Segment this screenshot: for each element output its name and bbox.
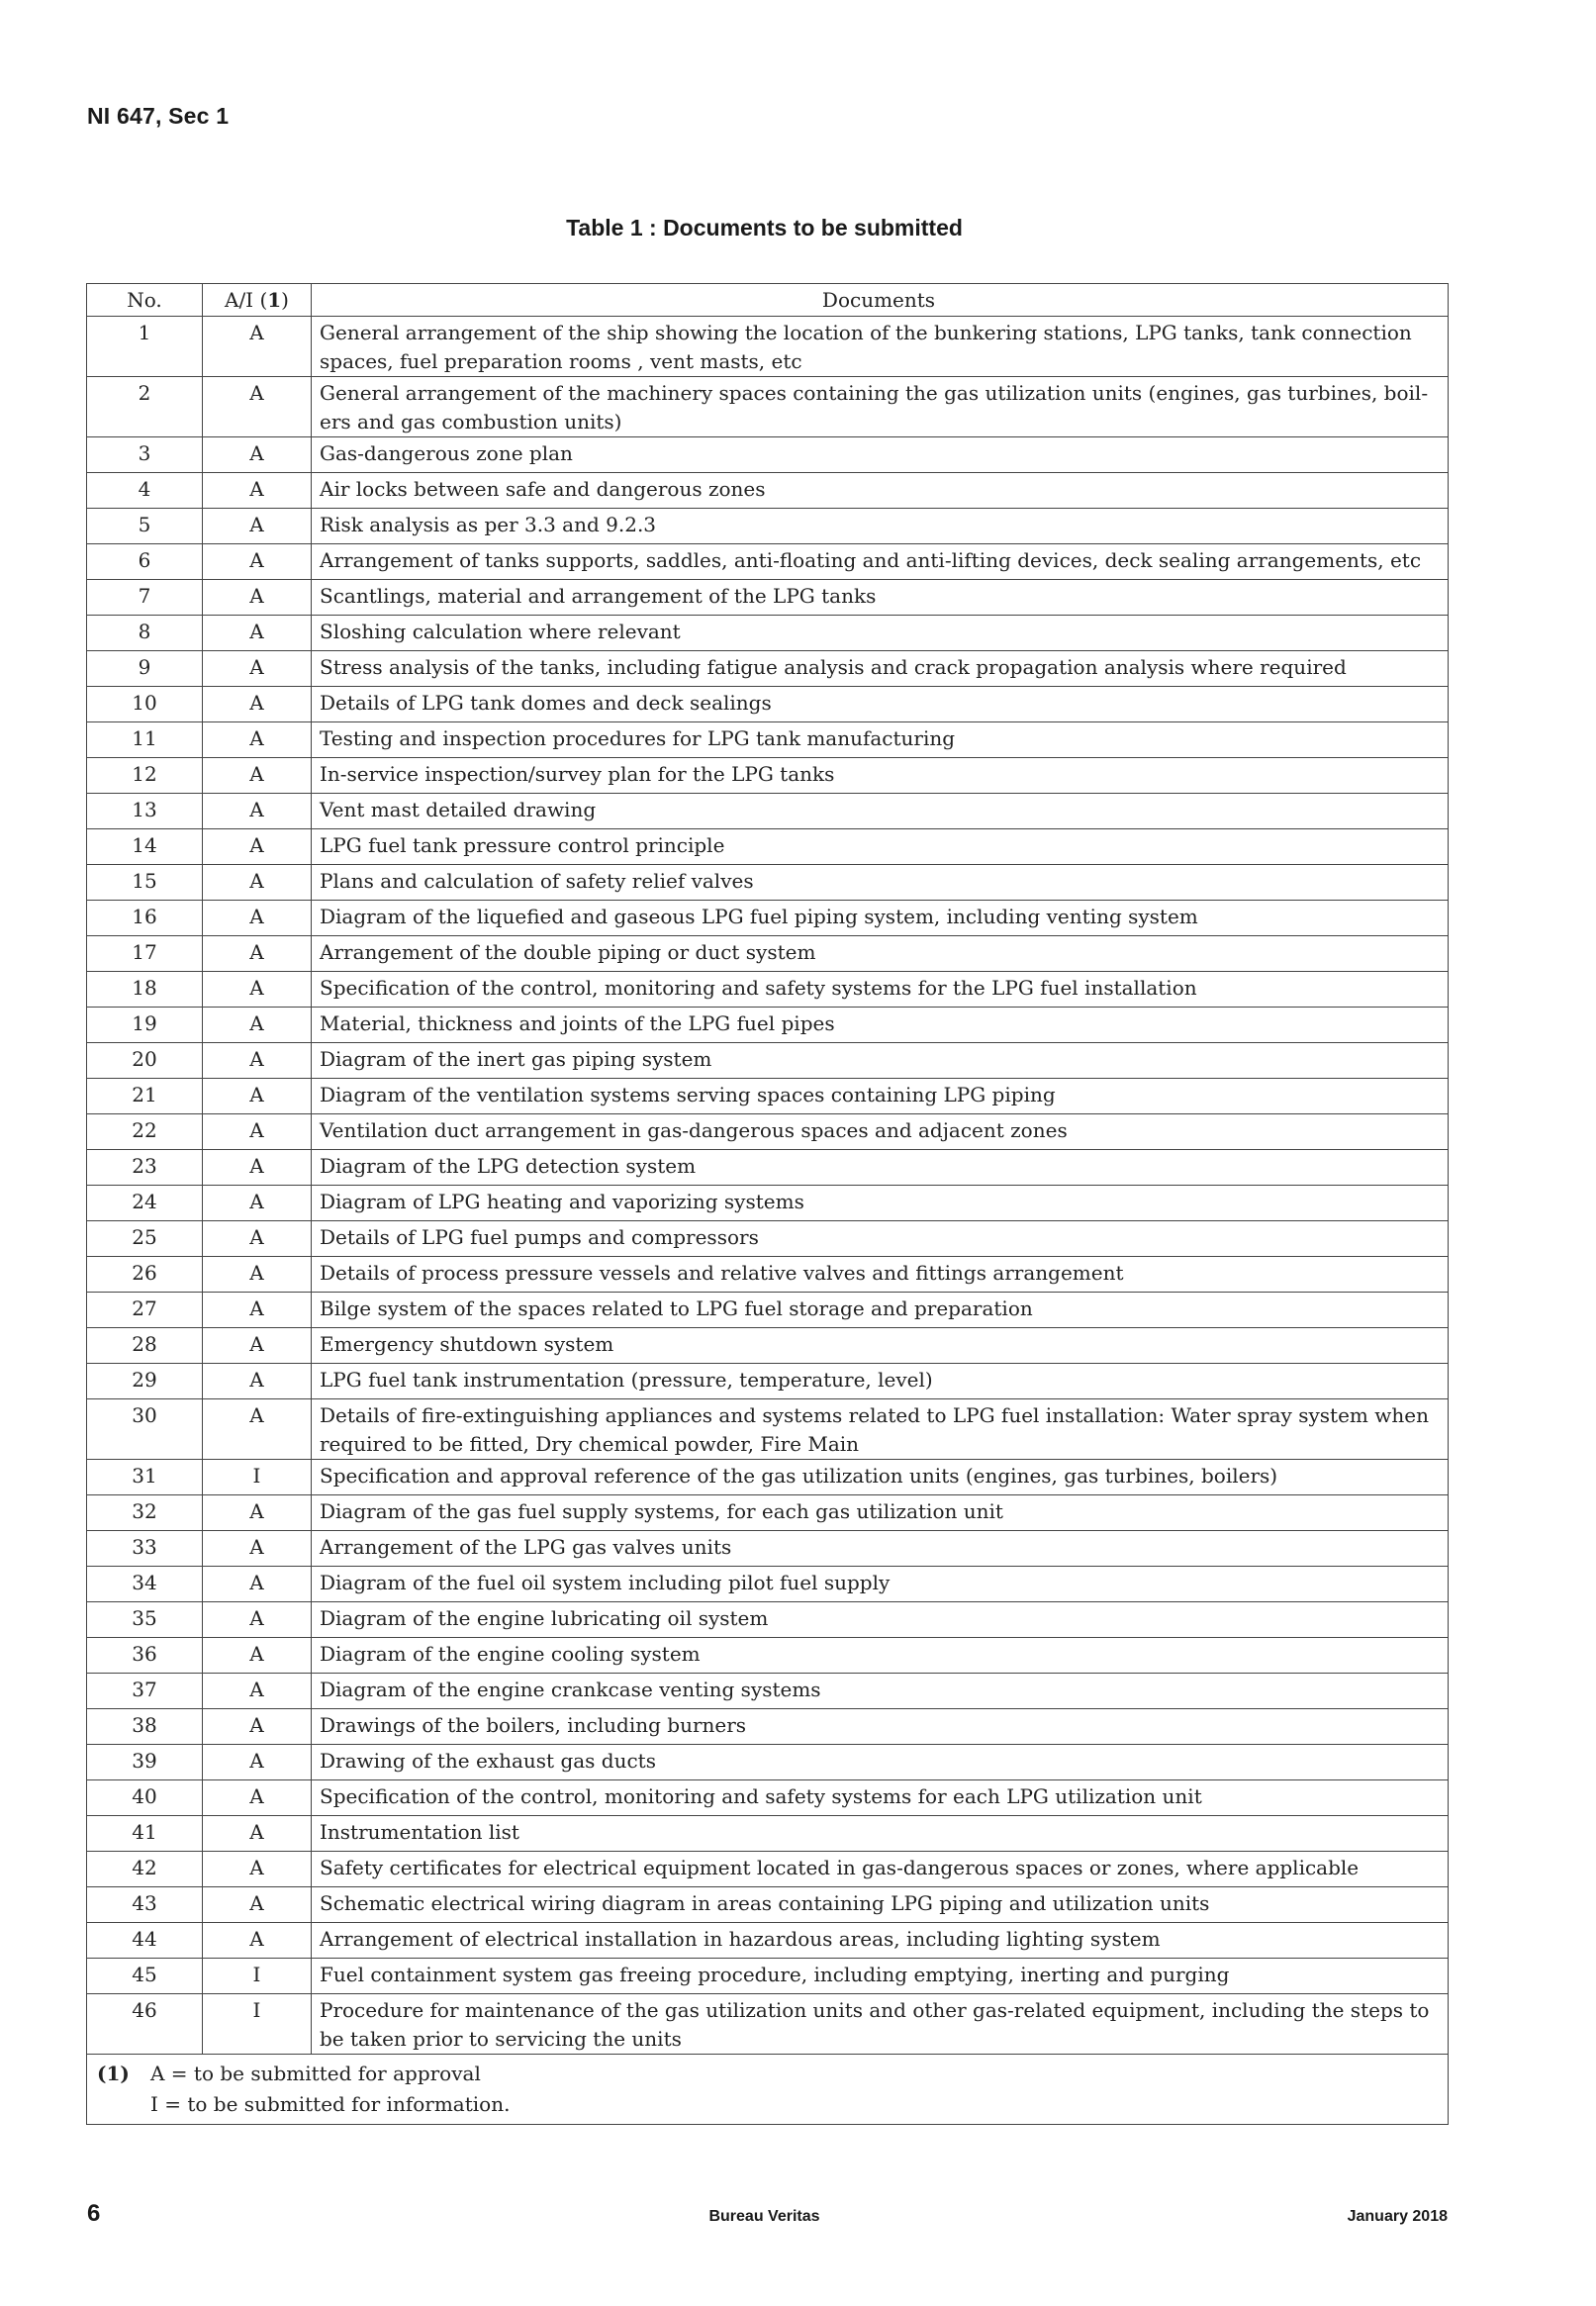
row-number-cell: 18 [87, 972, 203, 1008]
row-number-cell: 33 [87, 1531, 203, 1567]
row-ai-cell: A [203, 901, 312, 936]
row-number-cell: 5 [87, 509, 203, 544]
table-header-row [87, 284, 1449, 317]
row-document-cell: Drawing of the exhaust gas ducts [312, 1745, 1449, 1780]
row-number-cell: 32 [87, 1495, 203, 1531]
row-document-cell: Arrangement of the LPG gas valves units [312, 1531, 1449, 1567]
table-body [87, 317, 1449, 2055]
row-document-cell: Arrangement of tanks supports, saddles, anti-floating and anti-lifting devices, deck sealing arrangements, etc [312, 544, 1449, 580]
row-number-cell: 4 [87, 473, 203, 509]
row-ai-cell: A [203, 1079, 312, 1114]
row-document-cell: Ventilation duct arrangement in gas-dangerous spaces and adjacent zones [312, 1114, 1449, 1150]
table-row [87, 758, 1449, 794]
row-document-cell: Procedure for maintenance of the gas utilization units and other gas-related equipment, including the steps to be taken prior to servicing the units [312, 1994, 1449, 2055]
row-document-cell: Diagram of the liquefied and gaseous LPG fuel piping system, including venting system [312, 901, 1449, 936]
row-ai-cell: A [203, 317, 312, 377]
table-row [87, 616, 1449, 651]
row-document-cell: Specification of the control, monitoring and safety systems for the LPG fuel installation [312, 972, 1449, 1008]
row-ai-cell: A [203, 972, 312, 1008]
row-ai-cell: A [203, 1780, 312, 1816]
table-row [87, 1328, 1449, 1364]
row-number-cell: 15 [87, 865, 203, 901]
row-number-cell: 44 [87, 1923, 203, 1959]
table-row [87, 580, 1449, 616]
row-document-cell: Instrumentation list [312, 1816, 1449, 1852]
row-number-cell: 23 [87, 1150, 203, 1186]
row-number-cell: 29 [87, 1364, 203, 1399]
row-number-cell: 35 [87, 1602, 203, 1638]
table-row [87, 1460, 1449, 1495]
table-row [87, 1852, 1449, 1887]
publisher-name: Bureau Veritas [708, 2208, 820, 2225]
row-ai-cell: A [203, 936, 312, 972]
row-ai-cell: A [203, 794, 312, 829]
row-number-cell: 46 [87, 1994, 203, 2055]
table-row [87, 865, 1449, 901]
column-header-ai-suffix: ) [281, 288, 289, 312]
row-ai-cell: I [203, 1460, 312, 1495]
row-document-cell: Diagram of the fuel oil system including pilot fuel supply [312, 1567, 1449, 1602]
row-document-cell: Risk analysis as per 3.3 and 9.2.3 [312, 509, 1449, 544]
row-number-cell: 17 [87, 936, 203, 972]
table-row [87, 1816, 1449, 1852]
row-number-cell: 8 [87, 616, 203, 651]
row-ai-cell: A [203, 1852, 312, 1887]
column-header-ai-prefix: A/I ( [225, 288, 268, 312]
row-number-cell: 3 [87, 437, 203, 473]
row-document-cell: Safety certificates for electrical equipment located in gas-dangerous spaces or zones, where applicable [312, 1852, 1449, 1887]
row-ai-cell: A [203, 377, 312, 437]
table-row [87, 1602, 1449, 1638]
footnote-line-2 [97, 2089, 1440, 2120]
row-ai-cell: A [203, 1221, 312, 1257]
row-number-cell: 25 [87, 1221, 203, 1257]
footnote-cell [87, 2055, 1449, 2125]
row-number-cell: 24 [87, 1186, 203, 1221]
row-ai-cell: A [203, 865, 312, 901]
row-document-cell: Emergency shutdown system [312, 1328, 1449, 1364]
row-number-cell: 30 [87, 1399, 203, 1460]
row-document-cell: Drawings of the boilers, including burners [312, 1709, 1449, 1745]
row-document-cell: Sloshing calculation where relevant [312, 616, 1449, 651]
row-ai-cell: A [203, 1399, 312, 1460]
row-number-cell: 21 [87, 1079, 203, 1114]
document-reference: NI 647, Sec 1 [87, 103, 230, 129]
row-number-cell: 43 [87, 1887, 203, 1923]
table-row [87, 722, 1449, 758]
table-row [87, 1364, 1449, 1399]
row-number-cell: 42 [87, 1852, 203, 1887]
table-row [87, 1150, 1449, 1186]
row-document-cell: Scantlings, material and arrangement of the LPG tanks [312, 580, 1449, 616]
row-document-cell: Diagram of the engine crankcase venting systems [312, 1674, 1449, 1709]
table-row [87, 936, 1449, 972]
table-row [87, 544, 1449, 580]
row-ai-cell: A [203, 1328, 312, 1364]
publication-date: January 2018 [1347, 2208, 1448, 2225]
row-number-cell: 28 [87, 1328, 203, 1364]
row-number-cell: 37 [87, 1674, 203, 1709]
row-ai-cell: A [203, 1567, 312, 1602]
table-row [87, 651, 1449, 687]
row-number-cell: 41 [87, 1816, 203, 1852]
row-ai-cell: A [203, 1186, 312, 1221]
row-document-cell: LPG fuel tank instrumentation (pressure, temperature, level) [312, 1364, 1449, 1399]
row-ai-cell: A [203, 1709, 312, 1745]
row-ai-cell: A [203, 1923, 312, 1959]
row-number-cell: 34 [87, 1567, 203, 1602]
row-document-cell: General arrangement of the machinery spaces containing the gas utilization units (engines, gas turbines, boil-ers and gas combustion units) [312, 377, 1449, 437]
table-row [87, 1257, 1449, 1293]
row-ai-cell: A [203, 544, 312, 580]
table-row [87, 1186, 1449, 1221]
column-header-ai-note-ref: 1 [267, 288, 282, 312]
row-number-cell: 13 [87, 794, 203, 829]
row-document-cell: Diagram of the LPG detection system [312, 1150, 1449, 1186]
row-document-cell: Specification of the control, monitoring and safety systems for each LPG utilization unit [312, 1780, 1449, 1816]
table-row [87, 1780, 1449, 1816]
row-number-cell: 16 [87, 901, 203, 936]
row-ai-cell: A [203, 1293, 312, 1328]
row-ai-cell: A [203, 437, 312, 473]
row-ai-cell: A [203, 1257, 312, 1293]
row-document-cell: Arrangement of the double piping or duct system [312, 936, 1449, 972]
row-number-cell: 1 [87, 317, 203, 377]
row-document-cell: Details of fire-extinguishing appliances and systems related to LPG fuel installation: Water spray system when required to be fitted, Dry chemical powder, Fire Main [312, 1399, 1449, 1460]
row-ai-cell: A [203, 1816, 312, 1852]
row-ai-cell: A [203, 1008, 312, 1043]
table-row [87, 1709, 1449, 1745]
row-ai-cell: A [203, 1495, 312, 1531]
table-row [87, 509, 1449, 544]
row-ai-cell: A [203, 1674, 312, 1709]
table-row [87, 1994, 1449, 2055]
footnote-text-information: I = to be submitted for information. [150, 2092, 511, 2116]
row-document-cell: Details of LPG tank domes and deck sealings [312, 687, 1449, 722]
row-number-cell: 27 [87, 1293, 203, 1328]
row-document-cell: Material, thickness and joints of the LPG fuel pipes [312, 1008, 1449, 1043]
row-ai-cell: A [203, 687, 312, 722]
row-ai-cell: A [203, 1043, 312, 1079]
footnote-line-1 [97, 2059, 1440, 2089]
row-document-cell: Diagram of LPG heating and vaporizing systems [312, 1186, 1449, 1221]
row-document-cell: Schematic electrical wiring diagram in areas containing LPG piping and utilization units [312, 1887, 1449, 1923]
row-document-cell: Details of LPG fuel pumps and compressors [312, 1221, 1449, 1257]
footnote-key: (1) [97, 2062, 130, 2085]
row-document-cell: Testing and inspection procedures for LPG tank manufacturing [312, 722, 1449, 758]
table-row [87, 377, 1449, 437]
row-ai-cell: A [203, 1745, 312, 1780]
row-ai-cell: A [203, 1150, 312, 1186]
table-row [87, 1008, 1449, 1043]
row-ai-cell: I [203, 1959, 312, 1994]
column-header-ai [203, 284, 312, 317]
row-document-cell: Stress analysis of the tanks, including fatigue analysis and crack propagation analysis where required [312, 651, 1449, 687]
table-row [87, 1674, 1449, 1709]
row-number-cell: 14 [87, 829, 203, 865]
row-document-cell: Bilge system of the spaces related to LPG fuel storage and preparation [312, 1293, 1449, 1328]
table-row [87, 437, 1449, 473]
table-title: Table 1 : Documents to be submitted [566, 215, 963, 240]
row-document-cell: Diagram of the gas fuel supply systems, for each gas utilization unit [312, 1495, 1449, 1531]
table-row [87, 687, 1449, 722]
row-number-cell: 10 [87, 687, 203, 722]
row-number-cell: 12 [87, 758, 203, 794]
table-row [87, 1531, 1449, 1567]
row-number-cell: 19 [87, 1008, 203, 1043]
row-document-cell: Arrangement of electrical installation in hazardous areas, including lighting system [312, 1923, 1449, 1959]
row-ai-cell: A [203, 580, 312, 616]
row-document-cell: Diagram of the inert gas piping system [312, 1043, 1449, 1079]
row-number-cell: 11 [87, 722, 203, 758]
row-number-cell: 39 [87, 1745, 203, 1780]
row-document-cell: General arrangement of the ship showing the location of the bunkering stations, LPG tanks, tank connection spaces, fuel preparation rooms , vent masts, etc [312, 317, 1449, 377]
row-document-cell: Plans and calculation of safety relief valves [312, 865, 1449, 901]
table-row [87, 794, 1449, 829]
row-document-cell: Specification and approval reference of the gas utilization units (engines, gas turbines, boilers) [312, 1460, 1449, 1495]
row-document-cell: Diagram of the ventilation systems serving spaces containing LPG piping [312, 1079, 1449, 1114]
table-row [87, 1495, 1449, 1531]
table-row [87, 829, 1449, 865]
row-document-cell: Vent mast detailed drawing [312, 794, 1449, 829]
table-row [87, 1043, 1449, 1079]
row-ai-cell: I [203, 1994, 312, 2055]
row-number-cell: 31 [87, 1460, 203, 1495]
row-document-cell: Fuel containment system gas freeing procedure, including emptying, inerting and purging [312, 1959, 1449, 1994]
table-row [87, 1221, 1449, 1257]
row-number-cell: 38 [87, 1709, 203, 1745]
table-row [87, 1638, 1449, 1674]
row-ai-cell: A [203, 1114, 312, 1150]
row-number-cell: 45 [87, 1959, 203, 1994]
row-ai-cell: A [203, 1531, 312, 1567]
documents-table [86, 283, 1449, 2125]
row-ai-cell: A [203, 722, 312, 758]
row-ai-cell: A [203, 1364, 312, 1399]
table-row [87, 1567, 1449, 1602]
row-number-cell: 9 [87, 651, 203, 687]
footnote-row [87, 2055, 1449, 2125]
footnote-text-approval: A = to be submitted for approval [150, 2062, 481, 2085]
row-ai-cell: A [203, 1887, 312, 1923]
row-document-cell: Gas-dangerous zone plan [312, 437, 1449, 473]
table-row [87, 473, 1449, 509]
table-row [87, 1399, 1449, 1460]
row-number-cell: 36 [87, 1638, 203, 1674]
row-ai-cell: A [203, 1638, 312, 1674]
table-row [87, 1745, 1449, 1780]
row-document-cell: Air locks between safe and dangerous zones [312, 473, 1449, 509]
table-row [87, 901, 1449, 936]
row-number-cell: 26 [87, 1257, 203, 1293]
row-document-cell: In-service inspection/survey plan for the LPG tanks [312, 758, 1449, 794]
column-header-documents: Documents [312, 284, 1449, 317]
table-row [87, 972, 1449, 1008]
row-number-cell: 22 [87, 1114, 203, 1150]
row-ai-cell: A [203, 829, 312, 865]
table-row [87, 1887, 1449, 1923]
row-number-cell: 2 [87, 377, 203, 437]
row-ai-cell: A [203, 616, 312, 651]
row-document-cell: Diagram of the engine cooling system [312, 1638, 1449, 1674]
row-number-cell: 40 [87, 1780, 203, 1816]
table-row [87, 1959, 1449, 1994]
row-document-cell: Details of process pressure vessels and relative valves and fittings arrangement [312, 1257, 1449, 1293]
page-number: 6 [87, 2200, 101, 2227]
table-row [87, 1293, 1449, 1328]
row-number-cell: 20 [87, 1043, 203, 1079]
row-ai-cell: A [203, 473, 312, 509]
row-document-cell: LPG fuel tank pressure control principle [312, 829, 1449, 865]
row-ai-cell: A [203, 509, 312, 544]
row-number-cell: 7 [87, 580, 203, 616]
row-ai-cell: A [203, 651, 312, 687]
table-row [87, 1114, 1449, 1150]
row-document-cell: Diagram of the engine lubricating oil system [312, 1602, 1449, 1638]
row-number-cell: 6 [87, 544, 203, 580]
column-header-no: No. [87, 284, 203, 317]
row-ai-cell: A [203, 1602, 312, 1638]
table-row [87, 317, 1449, 377]
row-ai-cell: A [203, 758, 312, 794]
table-row [87, 1079, 1449, 1114]
table-row [87, 1923, 1449, 1959]
